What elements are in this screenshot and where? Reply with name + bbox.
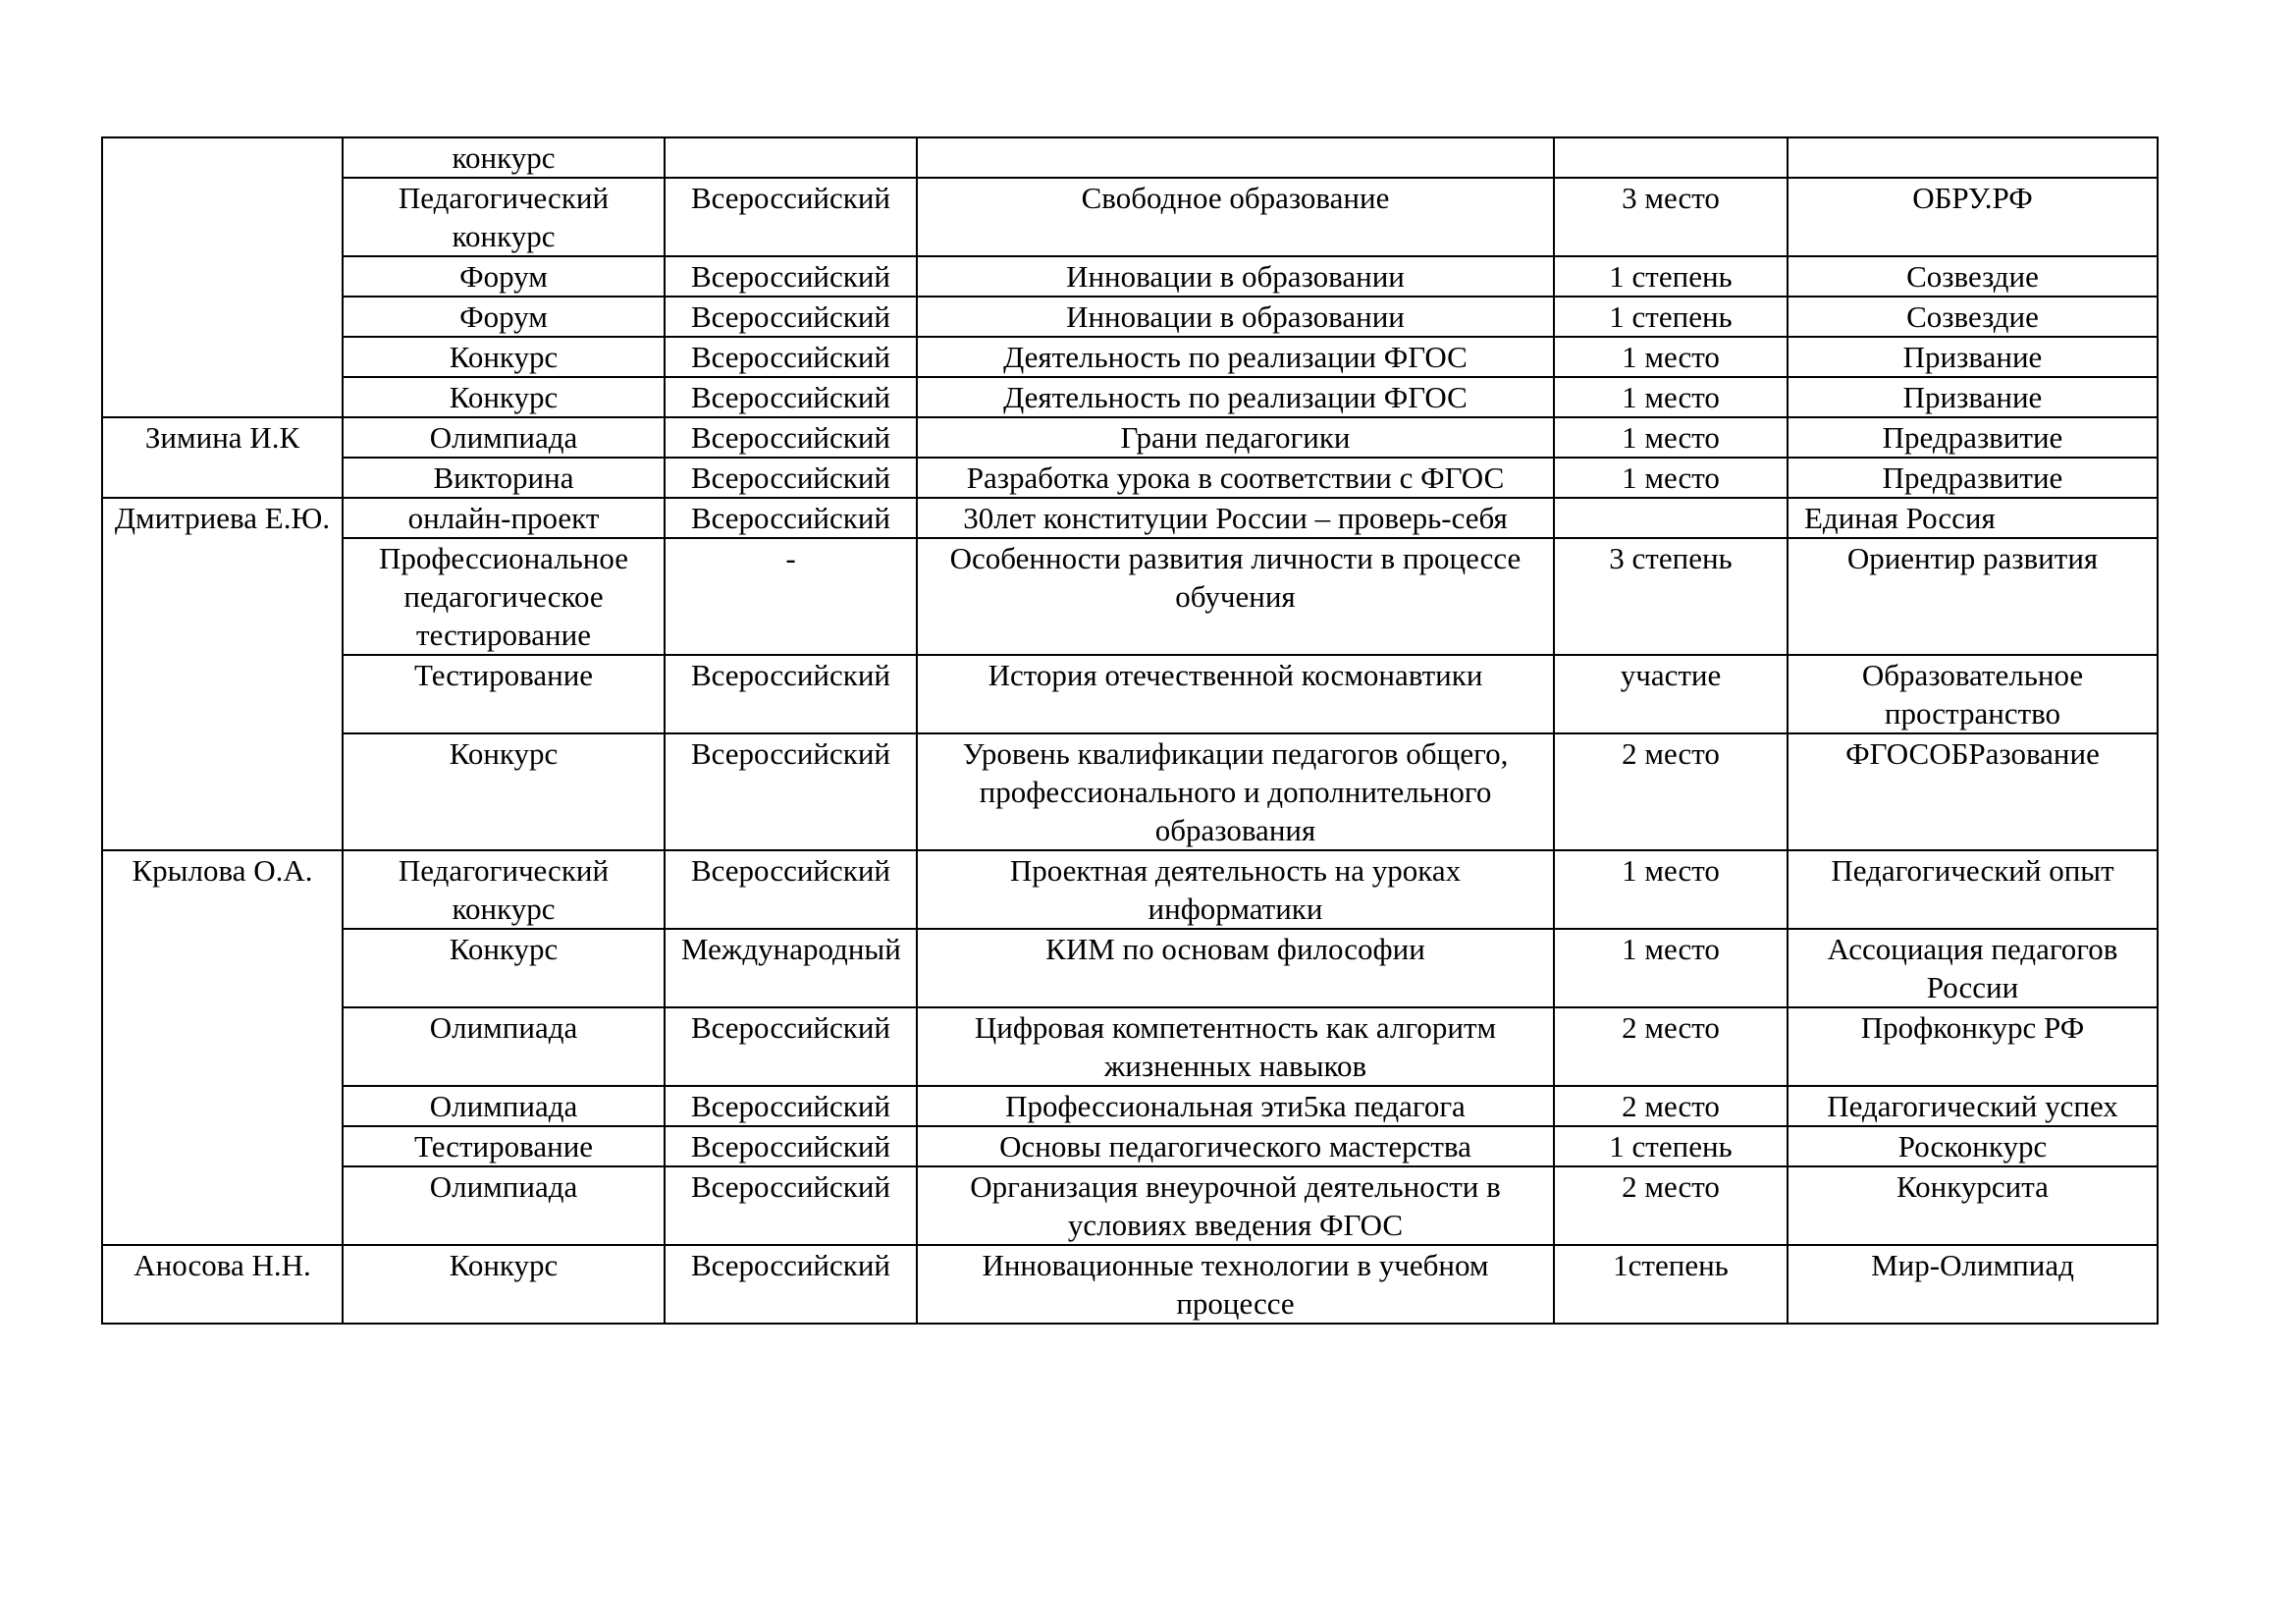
table-row xyxy=(102,417,2158,458)
cell-level: Всероссийский xyxy=(665,1007,917,1086)
cell-result: 1 место xyxy=(1554,850,1788,929)
table-row xyxy=(102,137,2158,178)
cell-type: Тестирование xyxy=(343,655,665,733)
cell-topic: Проектная деятельность на уроках информатики xyxy=(917,850,1554,929)
cell-level: Всероссийский xyxy=(665,1166,917,1245)
cell-organizer: Предразвитие xyxy=(1788,417,2158,458)
cell-topic: Инновации в образовании xyxy=(917,256,1554,297)
cell-organizer: Созвездие xyxy=(1788,256,2158,297)
cell-result: участие xyxy=(1554,655,1788,733)
cell-level: Всероссийский xyxy=(665,178,917,256)
cell-type: Педагогический конкурс xyxy=(343,850,665,929)
cell-type: Олимпиада xyxy=(343,1086,665,1126)
cell-topic: Инновационные технологии в учебном процессе xyxy=(917,1245,1554,1324)
cell-result: 3 степень xyxy=(1554,538,1788,655)
table-row xyxy=(102,377,2158,417)
cell-organizer: Мир-Олимпиад xyxy=(1788,1245,2158,1324)
cell-type: Конкурс xyxy=(343,337,665,377)
cell-level: Всероссийский xyxy=(665,377,917,417)
cell-level: Всероссийский xyxy=(665,337,917,377)
table-row xyxy=(102,655,2158,733)
cell-topic: Организация внеурочной деятельности в условиях введения ФГОС xyxy=(917,1166,1554,1245)
table-row xyxy=(102,458,2158,498)
cell-type: конкурс xyxy=(343,137,665,178)
table-row xyxy=(102,297,2158,337)
cell-level: Международный xyxy=(665,929,917,1007)
cell-type: Тестирование xyxy=(343,1126,665,1166)
cell-organizer: Конкурсита xyxy=(1788,1166,2158,1245)
cell-type: Педагогический конкурс xyxy=(343,178,665,256)
cell-result xyxy=(1554,137,1788,178)
cell-result: 1 степень xyxy=(1554,297,1788,337)
cell-level: Всероссийский xyxy=(665,1086,917,1126)
cell-person: Аносова Н.Н. xyxy=(102,1245,343,1324)
cell-level: Всероссийский xyxy=(665,417,917,458)
cell-result: 1степень xyxy=(1554,1245,1788,1324)
table-row xyxy=(102,1007,2158,1086)
cell-organizer: Росконкурс xyxy=(1788,1126,2158,1166)
table-row xyxy=(102,337,2158,377)
cell-result: 1 место xyxy=(1554,337,1788,377)
cell-type: Форум xyxy=(343,256,665,297)
cell-result: 2 место xyxy=(1554,1166,1788,1245)
cell-type: Форум xyxy=(343,297,665,337)
cell-result: 1 степень xyxy=(1554,256,1788,297)
cell-organizer: Ассоциация педагогов России xyxy=(1788,929,2158,1007)
cell-type: онлайн-проект xyxy=(343,498,665,538)
cell-type: Олимпиада xyxy=(343,417,665,458)
cell-result: 2 место xyxy=(1554,1007,1788,1086)
cell-organizer: Призвание xyxy=(1788,377,2158,417)
table-row xyxy=(102,538,2158,655)
cell-person: Зимина И.К xyxy=(102,417,343,498)
cell-type: Конкурс xyxy=(343,733,665,850)
cell-level: Всероссийский xyxy=(665,256,917,297)
table-row xyxy=(102,256,2158,297)
cell-person: Крылова О.А. xyxy=(102,850,343,1245)
table-row xyxy=(102,1245,2158,1324)
cell-topic: Профессиональная эти5ка педагога xyxy=(917,1086,1554,1126)
cell-level: Всероссийский xyxy=(665,655,917,733)
table-row xyxy=(102,850,2158,929)
cell-organizer: Ориентир развития xyxy=(1788,538,2158,655)
awards-table-body xyxy=(102,137,2158,1324)
cell-level: - xyxy=(665,538,917,655)
cell-topic: Уровень квалификации педагогов общего, профессионального и дополнительного образования xyxy=(917,733,1554,850)
cell-organizer: Призвание xyxy=(1788,337,2158,377)
awards-table xyxy=(101,136,2159,1325)
cell-result: 2 место xyxy=(1554,733,1788,850)
cell-organizer: Педагогический успех xyxy=(1788,1086,2158,1126)
cell-level: Всероссийский xyxy=(665,1245,917,1324)
table-row xyxy=(102,733,2158,850)
cell-type: Викторина xyxy=(343,458,665,498)
table-row xyxy=(102,1086,2158,1126)
cell-organizer: Единая Россия xyxy=(1788,498,2158,538)
cell-level: Всероссийский xyxy=(665,1126,917,1166)
cell-level xyxy=(665,137,917,178)
cell-result: 2 место xyxy=(1554,1086,1788,1126)
cell-type: Конкурс xyxy=(343,377,665,417)
cell-topic xyxy=(917,137,1554,178)
cell-organizer xyxy=(1788,137,2158,178)
cell-topic: КИМ по основам философии xyxy=(917,929,1554,1007)
cell-organizer: ОБРУ.РФ xyxy=(1788,178,2158,256)
cell-topic: Особенности развития личности в процессе обучения xyxy=(917,538,1554,655)
cell-result: 3 место xyxy=(1554,178,1788,256)
cell-organizer: Педагогический опыт xyxy=(1788,850,2158,929)
cell-organizer: Предразвитие xyxy=(1788,458,2158,498)
cell-level: Всероссийский xyxy=(665,458,917,498)
cell-level: Всероссийский xyxy=(665,733,917,850)
cell-result: 1 место xyxy=(1554,929,1788,1007)
cell-organizer: ФГОСОБРазование xyxy=(1788,733,2158,850)
cell-topic: Разработка урока в соответствии с ФГОС xyxy=(917,458,1554,498)
cell-topic: Основы педагогического мастерства xyxy=(917,1126,1554,1166)
table-row xyxy=(102,1126,2158,1166)
cell-topic: Инновации в образовании xyxy=(917,297,1554,337)
cell-topic: 30лет конституции России – проверь-себя xyxy=(917,498,1554,538)
cell-topic: Деятельность по реализации ФГОС xyxy=(917,337,1554,377)
cell-level: Всероссийский xyxy=(665,498,917,538)
table-row xyxy=(102,178,2158,256)
cell-result: 1 место xyxy=(1554,417,1788,458)
table-row xyxy=(102,498,2158,538)
cell-type: Олимпиада xyxy=(343,1007,665,1086)
cell-type: Конкурс xyxy=(343,929,665,1007)
cell-type: Профессиональное педагогическое тестирование xyxy=(343,538,665,655)
cell-result xyxy=(1554,498,1788,538)
cell-result: 1 место xyxy=(1554,377,1788,417)
cell-organizer: Профконкурс РФ xyxy=(1788,1007,2158,1086)
cell-level: Всероссийский xyxy=(665,297,917,337)
cell-level: Всероссийский xyxy=(665,850,917,929)
cell-topic: Цифровая компетентность как алгоритм жизненных навыков xyxy=(917,1007,1554,1086)
cell-topic: Свободное образование xyxy=(917,178,1554,256)
cell-result: 1 степень xyxy=(1554,1126,1788,1166)
cell-topic: Грани педагогики xyxy=(917,417,1554,458)
cell-topic: Деятельность по реализации ФГОС xyxy=(917,377,1554,417)
cell-topic: История отечественной космонавтики xyxy=(917,655,1554,733)
cell-organizer: Созвездие xyxy=(1788,297,2158,337)
cell-type: Конкурс xyxy=(343,1245,665,1324)
table-row xyxy=(102,1166,2158,1245)
table-row xyxy=(102,929,2158,1007)
cell-type: Олимпиада xyxy=(343,1166,665,1245)
cell-organizer: Образовательное пространство xyxy=(1788,655,2158,733)
cell-person xyxy=(102,137,343,417)
cell-person: Дмитриева Е.Ю. xyxy=(102,498,343,850)
cell-result: 1 место xyxy=(1554,458,1788,498)
